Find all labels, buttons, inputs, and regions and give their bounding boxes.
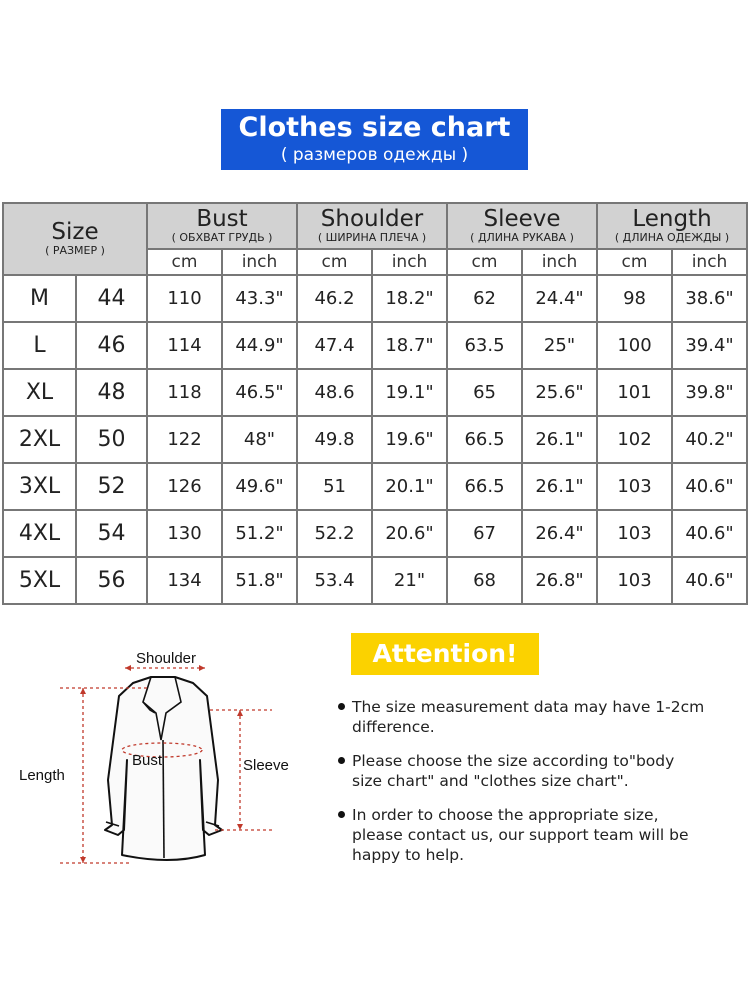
unit-inch: inch [222,249,297,275]
bust-label: Bust [132,752,163,769]
cell-num: 44 [76,275,147,322]
cell-shoulder-cm: 52.2 [297,510,372,557]
page-title: Clothes size chart [238,112,511,143]
cell-bust-cm: 122 [147,416,222,463]
note-text: Please choose the size according to"body [352,752,675,770]
unit-cm: cm [147,249,222,275]
shoulder-header-label: Shoulder [320,206,424,232]
length-arrow-top [80,688,86,694]
sleeve-header [447,203,597,249]
cell-shoulder-cm: 51 [297,463,372,510]
cell-size: XL [3,369,76,416]
table-row [3,369,747,416]
shoulder-header-sub: ( ШИРИНА ПЛЕЧА ) [317,231,427,244]
cell-bust-in: 49.6" [222,463,297,510]
cell-bust-cm: 130 [147,510,222,557]
cell-size: 2XL [3,416,76,463]
length-header-sub: ( ДЛИНА ОДЕЖДЫ ) [614,231,730,244]
cell-length-in: 39.4" [672,322,747,369]
size-table [2,202,748,605]
cell-bust-cm: 118 [147,369,222,416]
cell-sleeve-cm: 66.5 [447,463,522,510]
cell-sleeve-in: 25.6" [522,369,597,416]
title-banner [221,109,528,170]
garment-diagram [0,640,320,890]
page-subtitle: ( размеров одежды ) [280,145,469,165]
sleeve-label: Sleeve [243,757,289,774]
cell-num: 54 [76,510,147,557]
cell-sleeve-in: 26.8" [522,557,597,604]
cell-sleeve-cm: 63.5 [447,322,522,369]
cell-length-in: 40.6" [672,557,747,604]
cell-num: 50 [76,416,147,463]
cell-num: 48 [76,369,147,416]
cell-size: 4XL [3,510,76,557]
unit-cm: cm [597,249,672,275]
cell-bust-in: 46.5" [222,369,297,416]
cell-length-cm: 103 [597,510,672,557]
cell-bust-in: 48" [222,416,297,463]
cell-sleeve-cm: 65 [447,369,522,416]
note-item [336,697,746,737]
table-row [3,463,747,510]
cell-length-in: 40.6" [672,463,747,510]
shoulder-label: Shoulder [135,650,197,667]
cell-sleeve-in: 25" [522,322,597,369]
cell-shoulder-in: 19.6" [372,416,447,463]
shoulder-arrow-right [199,665,205,671]
cell-length-in: 39.8" [672,369,747,416]
cell-shoulder-cm: 46.2 [297,275,372,322]
bullet-icon [338,757,345,764]
cell-size: 5XL [3,557,76,604]
bullet-icon [338,703,345,710]
cell-sleeve-in: 24.4" [522,275,597,322]
shoulder-header [297,203,447,249]
size-header-sub: ( РАЗМЕР ) [45,244,105,257]
cell-sleeve-in: 26.4" [522,510,597,557]
attention-notes [336,697,746,879]
cell-bust-in: 43.3" [222,275,297,322]
cell-bust-cm: 110 [147,275,222,322]
unit-inch: inch [672,249,747,275]
cell-bust-cm: 114 [147,322,222,369]
bust-header-label: Bust [196,206,248,232]
bust-header [147,203,297,249]
cell-num: 52 [76,463,147,510]
cell-size: L [3,322,76,369]
note-text: happy to help. [352,846,465,864]
cell-sleeve-cm: 66.5 [447,416,522,463]
cell-bust-cm: 126 [147,463,222,510]
cell-length-cm: 98 [597,275,672,322]
length-label: Length [19,767,65,784]
cell-bust-in: 51.2" [222,510,297,557]
cell-length-in: 40.2" [672,416,747,463]
note-text: The size measurement data may have 1-2cm difference. [352,698,705,736]
cell-size: 3XL [3,463,76,510]
note-item [336,751,746,791]
cell-length-in: 38.6" [672,275,747,322]
note-text: size chart" and "clothes size chart". [352,772,629,790]
cell-shoulder-in: 21" [372,557,447,604]
cell-length-cm: 101 [597,369,672,416]
table-row [3,510,747,557]
length-arrow-bottom [80,857,86,863]
length-header-label: Length [632,206,712,232]
note-text: In order to choose the appropriate size, [352,806,659,824]
cell-length-cm: 102 [597,416,672,463]
note-text: please contact us, our support team will be [352,826,689,844]
attention-banner: Attention! [351,633,539,675]
sleeve-header-sub: ( ДЛИНА РУКАВА ) [470,231,574,244]
note-item [336,805,746,865]
sleeve-header-label: Sleeve [483,206,561,232]
cell-length-cm: 103 [597,557,672,604]
table-row [3,557,747,604]
cell-shoulder-cm: 48.6 [297,369,372,416]
cell-bust-in: 44.9" [222,322,297,369]
size-header [3,203,147,275]
sleeve-arrow-top [237,710,243,716]
table-row [3,275,747,322]
length-header [597,203,747,249]
cell-shoulder-in: 18.7" [372,322,447,369]
sleeve-arrow-bottom [237,824,243,830]
shoulder-arrow-left [125,665,131,671]
cell-shoulder-in: 20.6" [372,510,447,557]
cell-sleeve-in: 26.1" [522,463,597,510]
cell-length-in: 40.6" [672,510,747,557]
cell-size: M [3,275,76,322]
size-header-label: Size [51,219,99,245]
cell-shoulder-in: 18.2" [372,275,447,322]
unit-inch: inch [522,249,597,275]
cell-shoulder-in: 20.1" [372,463,447,510]
table-row [3,416,747,463]
unit-cm: cm [297,249,372,275]
bullet-icon [338,811,345,818]
cell-num: 46 [76,322,147,369]
cell-shoulder-cm: 47.4 [297,322,372,369]
cell-sleeve-cm: 67 [447,510,522,557]
cell-bust-cm: 134 [147,557,222,604]
unit-cm: cm [447,249,522,275]
cell-shoulder-cm: 49.8 [297,416,372,463]
table-row [3,322,747,369]
cell-bust-in: 51.8" [222,557,297,604]
cell-num: 56 [76,557,147,604]
cell-shoulder-cm: 53.4 [297,557,372,604]
cell-sleeve-cm: 62 [447,275,522,322]
cell-length-cm: 100 [597,322,672,369]
cell-length-cm: 103 [597,463,672,510]
front-seam [163,740,164,858]
unit-inch: inch [372,249,447,275]
cell-sleeve-in: 26.1" [522,416,597,463]
bust-header-sub: ( ОБХВАТ ГРУДЬ ) [171,231,273,244]
cell-shoulder-in: 19.1" [372,369,447,416]
cell-sleeve-cm: 68 [447,557,522,604]
